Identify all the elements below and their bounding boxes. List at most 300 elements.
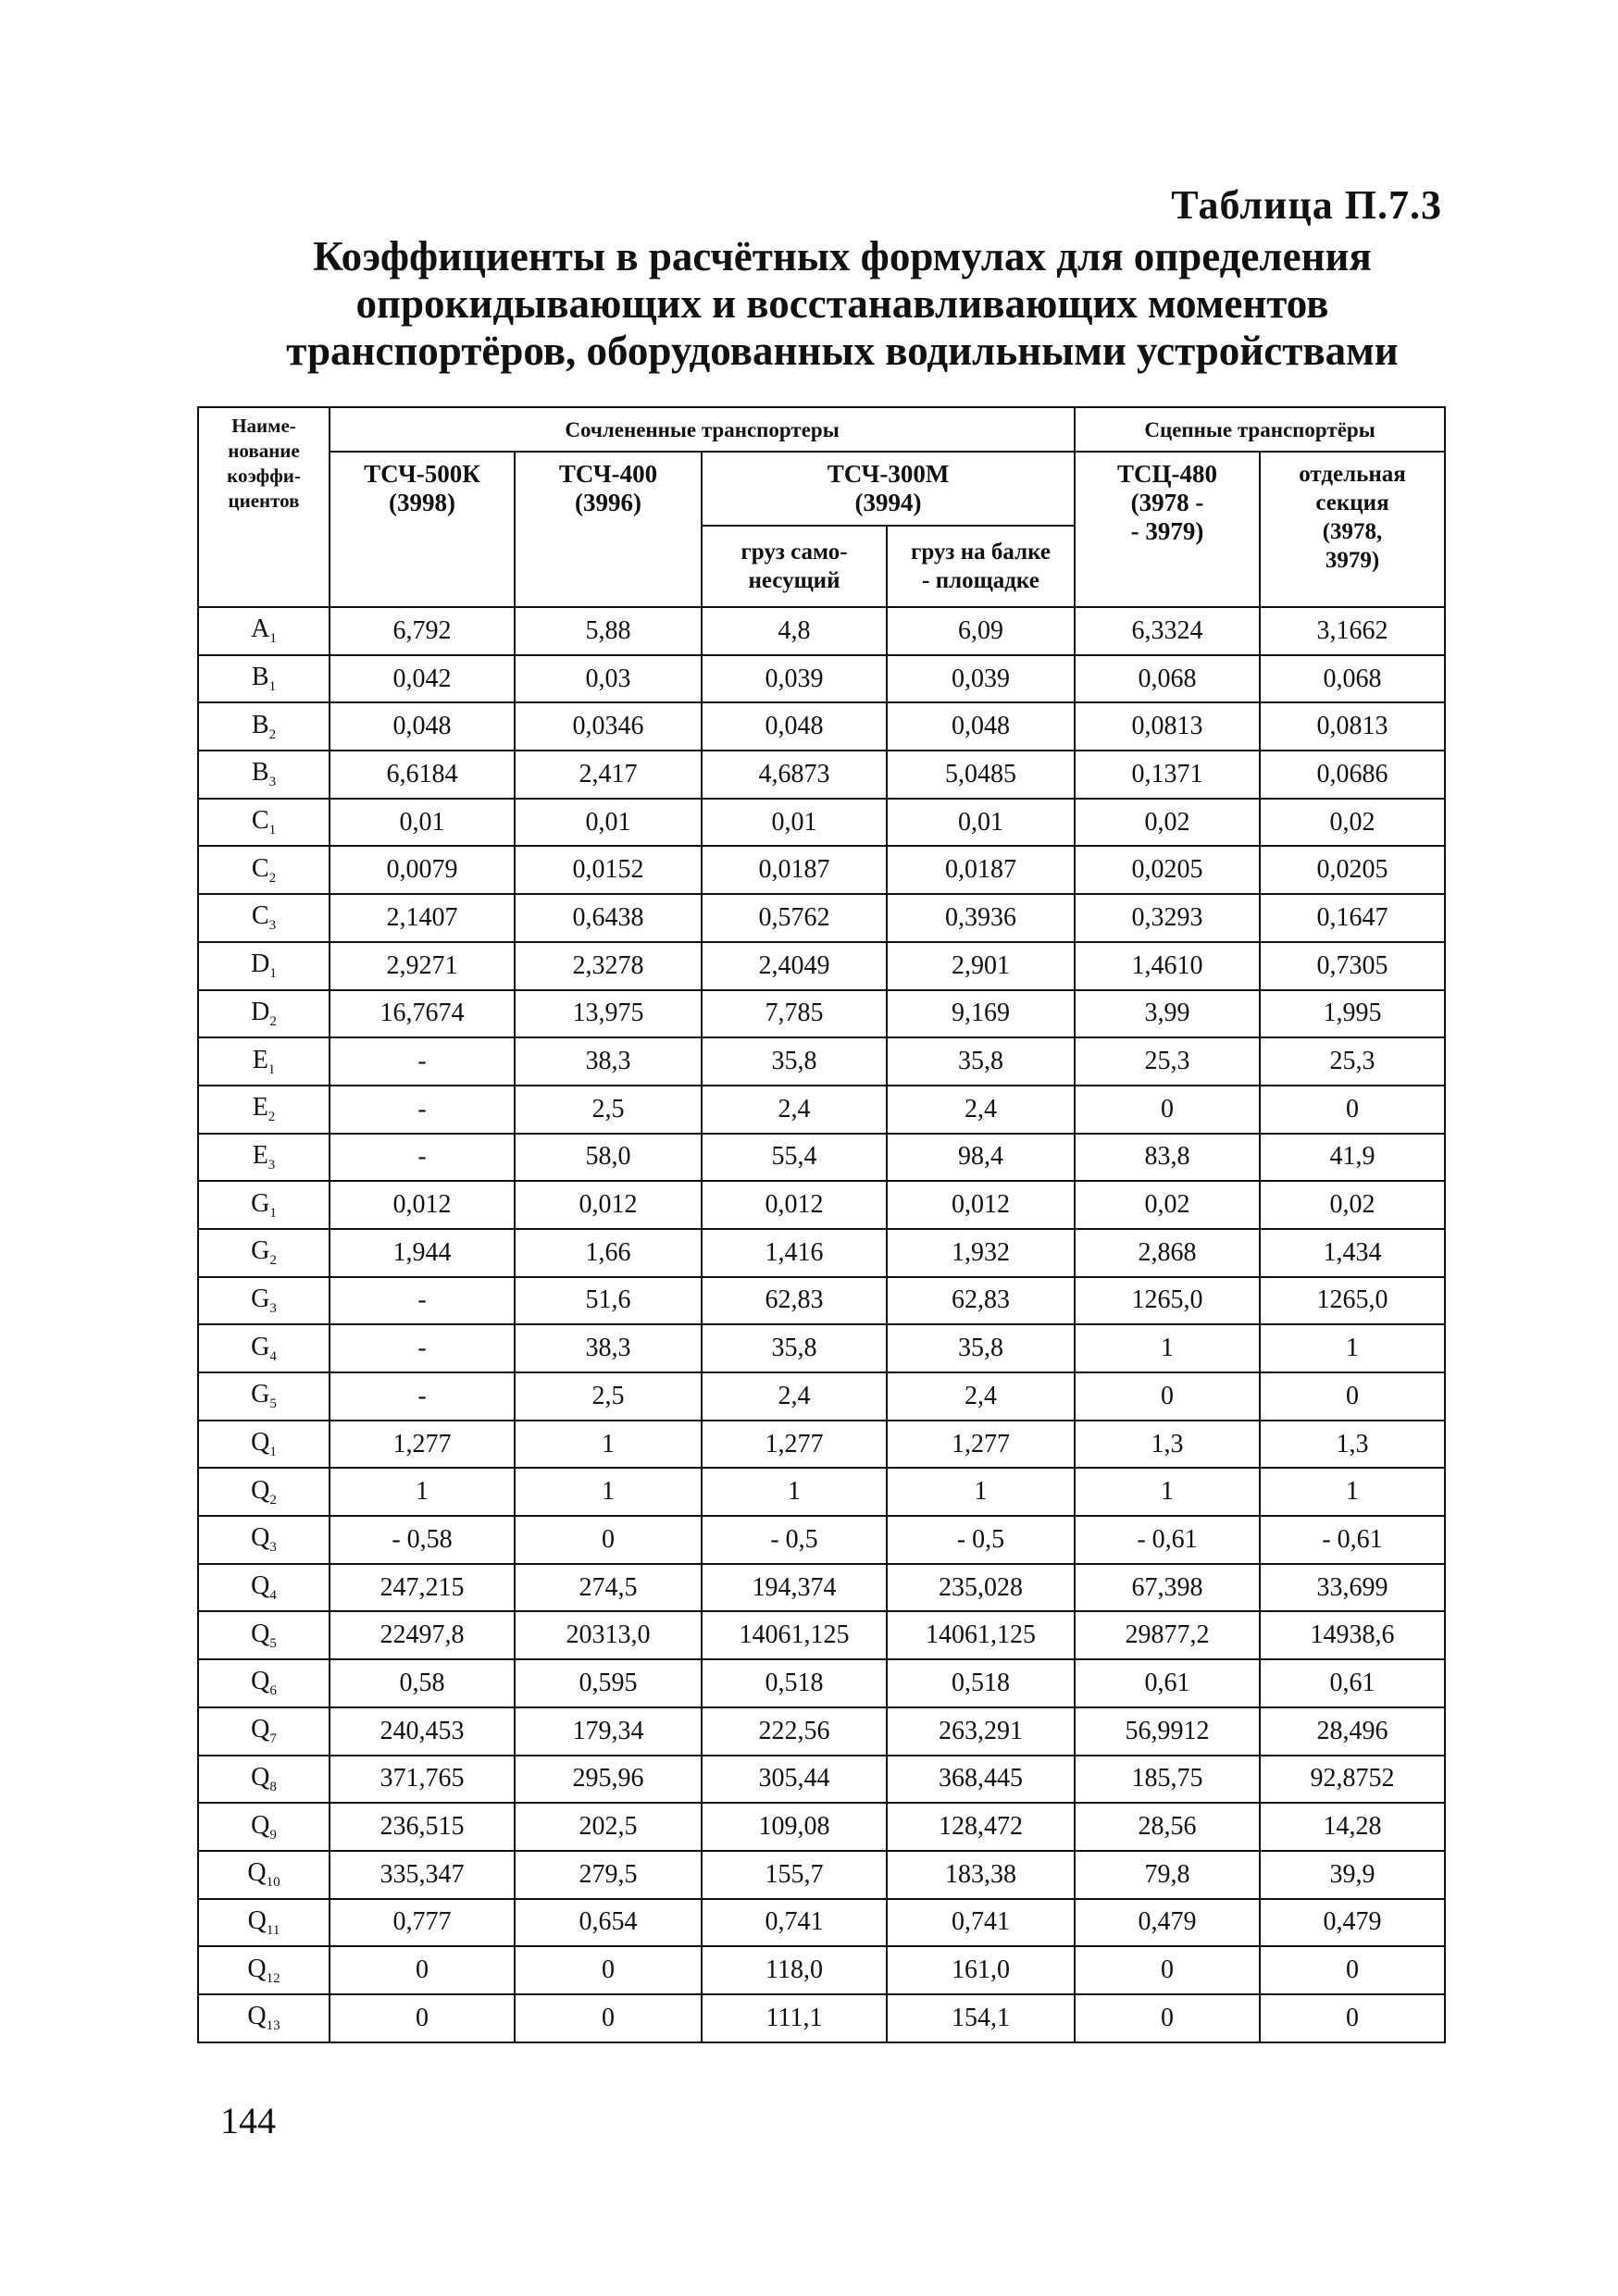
value-cell: 38,3: [515, 1324, 702, 1372]
value-cell: 1,66: [515, 1229, 702, 1277]
value-cell: 0,0205: [1075, 846, 1260, 894]
header-line: 3979): [1325, 548, 1380, 573]
value-cell: 22497,8: [330, 1611, 515, 1659]
coefficient-letter: Q: [251, 1619, 270, 1648]
value-cell: 1265,0: [1075, 1277, 1260, 1325]
coefficient-name-cell: [198, 702, 330, 751]
value-cell: 2,4: [702, 1086, 887, 1134]
value-cell: 0,741: [702, 1899, 887, 1947]
value-cell: 41,9: [1260, 1134, 1445, 1182]
table-row: [198, 1277, 1445, 1325]
value-cell: 83,8: [1075, 1134, 1260, 1182]
table-row: [198, 1468, 1445, 1516]
value-cell: 20313,0: [515, 1611, 702, 1659]
value-cell: 0,048: [887, 702, 1075, 751]
coefficient-index: 3: [268, 775, 277, 790]
value-cell: 28,56: [1075, 1803, 1260, 1851]
value-cell: 0,02: [1260, 799, 1445, 847]
coefficient-index: 3: [269, 1300, 277, 1316]
value-cell: -: [330, 1372, 515, 1421]
coefficient-letter: G: [251, 1380, 270, 1409]
value-cell: 0,1371: [1075, 751, 1260, 799]
value-cell: 155,7: [702, 1851, 887, 1899]
coefficient-letter: C: [251, 901, 269, 931]
value-cell: 0: [1260, 1946, 1445, 1994]
value-cell: 2,4: [887, 1372, 1075, 1421]
value-cell: 2,5: [515, 1372, 702, 1421]
value-cell: -: [330, 1086, 515, 1134]
value-cell: 0,012: [887, 1181, 1075, 1229]
value-cell: -: [330, 1277, 515, 1325]
page-number: 144: [220, 2100, 276, 2141]
coefficient-index: 5: [269, 1396, 277, 1412]
coefficient-name-cell: [198, 607, 330, 655]
coefficient-name-cell: [198, 1468, 330, 1516]
coefficient-index: 1: [269, 966, 277, 982]
value-cell: 33,699: [1260, 1564, 1445, 1612]
header-line: (3996): [575, 489, 641, 516]
value-cell: 25,3: [1260, 1037, 1445, 1086]
coefficients-table: [197, 406, 1446, 2043]
value-cell: 35,8: [887, 1037, 1075, 1086]
coefficient-letter: B: [251, 758, 269, 788]
value-cell: 1265,0: [1260, 1277, 1445, 1325]
value-cell: 0,068: [1075, 655, 1260, 703]
value-cell: 58,0: [515, 1134, 702, 1182]
coefficient-index: 3: [269, 1540, 277, 1556]
coefficient-letter: Q: [247, 1954, 267, 1983]
coefficient-letter: C: [251, 806, 269, 836]
coefficient-index: 7: [269, 1731, 277, 1747]
coefficient-letter: C: [251, 853, 269, 883]
coefficient-letter: B: [251, 710, 269, 739]
value-cell: 0,0813: [1075, 702, 1260, 751]
value-cell: 9,169: [887, 990, 1075, 1038]
coefficient-letter: D: [251, 949, 270, 979]
header-line: ТСЦ-480: [1117, 460, 1217, 488]
value-cell: 2,4: [887, 1086, 1075, 1134]
coefficient-letter: G: [251, 1236, 270, 1266]
table-row: [198, 1756, 1445, 1804]
coefficient-name-cell: [198, 1324, 330, 1372]
coefficient-name-cell: [198, 1803, 330, 1851]
value-cell: 0,012: [702, 1181, 887, 1229]
value-cell: 0,01: [887, 799, 1075, 847]
value-cell: 236,515: [330, 1803, 515, 1851]
value-cell: 39,9: [1260, 1851, 1445, 1899]
coefficient-name-cell: [198, 1229, 330, 1277]
coefficient-name-cell: [198, 1899, 330, 1947]
value-cell: 118,0: [702, 1946, 887, 1994]
table-row: [198, 655, 1445, 703]
value-cell: 1,434: [1260, 1229, 1445, 1277]
coefficient-index: 1: [269, 1205, 277, 1221]
coefficient-index: 2: [269, 1013, 277, 1029]
title-line: транспортёров, оборудованных водильными устройствами: [286, 328, 1399, 374]
coefficient-index: 4: [269, 1348, 277, 1364]
table-row: [198, 1181, 1445, 1229]
value-cell: 7,785: [702, 990, 887, 1038]
value-cell: 35,8: [702, 1037, 887, 1086]
value-cell: 1,3: [1075, 1421, 1260, 1469]
table-label: Таблица П.7.3: [1171, 182, 1442, 228]
value-cell: 13,975: [515, 990, 702, 1038]
coefficient-name-cell: [198, 1516, 330, 1564]
value-cell: 0: [1260, 1372, 1445, 1421]
coefficient-index: 1: [269, 1445, 277, 1460]
value-cell: 295,96: [515, 1756, 702, 1804]
coefficient-index: 2: [269, 1253, 277, 1269]
table-row: [198, 1803, 1445, 1851]
value-cell: 247,215: [330, 1564, 515, 1612]
beam-platform-load-header: [887, 526, 1075, 607]
value-cell: 202,5: [515, 1803, 702, 1851]
header-line: Наиме-: [231, 415, 296, 437]
coefficient-letter: G: [251, 1188, 270, 1218]
table-row: [198, 1516, 1445, 1564]
value-cell: 0,01: [702, 799, 887, 847]
coefficient-letter: A: [251, 614, 270, 644]
value-cell: 0: [1075, 1086, 1260, 1134]
value-cell: 0,01: [330, 799, 515, 847]
header-line: отдельная: [1299, 462, 1406, 487]
value-cell: 1,932: [887, 1229, 1075, 1277]
value-cell: 194,374: [702, 1564, 887, 1612]
value-cell: 0: [1075, 1946, 1260, 1994]
value-cell: 1,4610: [1075, 942, 1260, 990]
coefficient-name-cell: [198, 1372, 330, 1421]
articulated-transporters-header: Сочлененные транспортеры: [330, 407, 1075, 452]
header-line: (3978 -: [1130, 489, 1204, 516]
value-cell: 98,4: [887, 1134, 1075, 1182]
table-row: [198, 1946, 1445, 1994]
coefficient-letter: G: [251, 1332, 270, 1361]
coefficient-name-cell: [198, 1659, 330, 1707]
coefficient-letter: Q: [247, 1905, 267, 1935]
value-cell: 2,9271: [330, 942, 515, 990]
value-cell: 2,5: [515, 1086, 702, 1134]
value-cell: 14,28: [1260, 1803, 1445, 1851]
model-tsc480-header: [1075, 452, 1260, 607]
table-row: [198, 942, 1445, 990]
value-cell: 0,61: [1075, 1659, 1260, 1707]
separate-section-header: [1260, 452, 1445, 607]
value-cell: 154,1: [887, 1994, 1075, 2042]
header-line: груз само-: [741, 540, 848, 565]
value-cell: 1,995: [1260, 990, 1445, 1038]
value-cell: 368,445: [887, 1756, 1075, 1804]
value-cell: 185,75: [1075, 1756, 1260, 1804]
coefficient-index: 3: [268, 1157, 276, 1173]
coefficient-letter: Q: [251, 1810, 270, 1840]
coefficient-name-header: [198, 407, 330, 607]
value-cell: 111,1: [702, 1994, 887, 2042]
table-row: [198, 1851, 1445, 1899]
value-cell: 1: [702, 1468, 887, 1516]
table-row: [198, 1421, 1445, 1469]
value-cell: 235,028: [887, 1564, 1075, 1612]
value-cell: 0,518: [702, 1659, 887, 1707]
value-cell: 14061,125: [887, 1611, 1075, 1659]
coefficient-letter: Q: [251, 1667, 270, 1696]
table-row: [198, 1324, 1445, 1372]
value-cell: 0,0346: [515, 702, 702, 751]
value-cell: 1,944: [330, 1229, 515, 1277]
value-cell: 16,7674: [330, 990, 515, 1038]
coefficient-name-cell: [198, 1756, 330, 1804]
table-row: [198, 1229, 1445, 1277]
header-line: ТСЧ-500К: [364, 460, 480, 488]
value-cell: 0,654: [515, 1899, 702, 1947]
coefficient-letter: Q: [247, 1858, 267, 1888]
table-row: [198, 702, 1445, 751]
coefficient-index: 2: [268, 1110, 276, 1125]
header-line: - 3979): [1130, 517, 1204, 545]
value-cell: 1: [330, 1468, 515, 1516]
value-cell: 0: [1260, 1086, 1445, 1134]
value-cell: 0,068: [1260, 655, 1445, 703]
value-cell: 305,44: [702, 1756, 887, 1804]
value-cell: 79,8: [1075, 1851, 1260, 1899]
value-cell: 0,048: [330, 702, 515, 751]
value-cell: - 0,61: [1075, 1516, 1260, 1564]
coefficient-letter: Q: [251, 1523, 270, 1553]
coefficient-name-cell: [198, 1277, 330, 1325]
value-cell: 0,58: [330, 1659, 515, 1707]
table-row: [198, 1611, 1445, 1659]
value-cell: 0,0079: [330, 846, 515, 894]
header-line: (3998): [389, 489, 455, 516]
value-cell: 0,02: [1075, 1181, 1260, 1229]
value-cell: 240,453: [330, 1707, 515, 1756]
coefficient-letter: B: [251, 663, 269, 692]
value-cell: 0,3293: [1075, 894, 1260, 942]
value-cell: 0,039: [887, 655, 1075, 703]
value-cell: 161,0: [887, 1946, 1075, 1994]
value-cell: 2,868: [1075, 1229, 1260, 1277]
coefficient-name-cell: [198, 894, 330, 942]
value-cell: 0: [515, 1516, 702, 1564]
value-cell: -: [330, 1324, 515, 1372]
header-line: нование: [228, 440, 300, 462]
value-cell: 0: [515, 1994, 702, 2042]
value-cell: 3,99: [1075, 990, 1260, 1038]
value-cell: 0: [1260, 1994, 1445, 2042]
value-cell: 38,3: [515, 1037, 702, 1086]
value-cell: 222,56: [702, 1707, 887, 1756]
value-cell: 279,5: [515, 1851, 702, 1899]
value-cell: 6,792: [330, 607, 515, 655]
value-cell: 5,88: [515, 607, 702, 655]
model-tsch400-header: [515, 452, 702, 607]
coefficient-name-cell: [198, 1086, 330, 1134]
table-row: [198, 1707, 1445, 1756]
coefficient-letter: Q: [251, 1571, 270, 1601]
value-cell: 0,02: [1260, 1181, 1445, 1229]
table-row: [198, 607, 1445, 655]
coefficient-name-cell: [198, 1851, 330, 1899]
coefficient-name-cell: [198, 1134, 330, 1182]
value-cell: 0,518: [887, 1659, 1075, 1707]
value-cell: 2,417: [515, 751, 702, 799]
value-cell: 0,777: [330, 1899, 515, 1947]
table-row: [198, 799, 1445, 847]
value-cell: 6,09: [887, 607, 1075, 655]
coefficient-name-cell: [198, 1946, 330, 1994]
coefficient-index: 9: [269, 1827, 277, 1843]
coefficient-name-cell: [198, 655, 330, 703]
coefficient-name-cell: [198, 1994, 330, 2042]
coefficient-name-cell: [198, 1707, 330, 1756]
value-cell: 0,012: [515, 1181, 702, 1229]
value-cell: 0,479: [1075, 1899, 1260, 1947]
coefficient-index: 11: [266, 1922, 280, 1938]
value-cell: 6,3324: [1075, 607, 1260, 655]
model-tsch500k-header: [330, 452, 515, 607]
table-row: [198, 1899, 1445, 1947]
value-cell: 5,0485: [887, 751, 1075, 799]
value-cell: 0,0187: [702, 846, 887, 894]
value-cell: 0,0187: [887, 846, 1075, 894]
value-cell: 1,277: [330, 1421, 515, 1469]
value-cell: - 0,58: [330, 1516, 515, 1564]
value-cell: 0,7305: [1260, 942, 1445, 990]
value-cell: -: [330, 1134, 515, 1182]
coefficient-index: 4: [269, 1588, 277, 1604]
value-cell: 0: [330, 1946, 515, 1994]
value-cell: 371,765: [330, 1756, 515, 1804]
self-supporting-load-header: [702, 526, 887, 607]
value-cell: 0: [330, 1994, 515, 2042]
title-line: Коэффициенты в расчётных формулах для определения: [313, 233, 1372, 279]
value-cell: 56,9912: [1075, 1707, 1260, 1756]
coefficient-letter: E: [252, 1045, 268, 1074]
coefficient-index: 2: [269, 1492, 277, 1508]
coefficient-letter: Q: [251, 1715, 270, 1744]
value-cell: 0,03: [515, 655, 702, 703]
coefficient-name-cell: [198, 799, 330, 847]
value-cell: 4,6873: [702, 751, 887, 799]
value-cell: 0,595: [515, 1659, 702, 1707]
value-cell: 0,0813: [1260, 702, 1445, 751]
header-line: - площадке: [922, 568, 1039, 593]
model-tsch300m-header: [702, 452, 1075, 526]
value-cell: 0: [1075, 1372, 1260, 1421]
table-row: [198, 1564, 1445, 1612]
value-cell: 0,01: [515, 799, 702, 847]
coefficient-letter: E: [252, 1140, 268, 1170]
header-line: ТСЧ-300М: [827, 460, 950, 488]
coefficient-name-cell: [198, 990, 330, 1038]
value-cell: 51,6: [515, 1277, 702, 1325]
value-cell: 335,347: [330, 1851, 515, 1899]
coefficient-index: 12: [266, 1970, 280, 1986]
coefficient-letter: E: [252, 1093, 268, 1123]
value-cell: 1,3: [1260, 1421, 1445, 1469]
coefficient-name-cell: [198, 1037, 330, 1086]
coefficient-index: 3: [268, 918, 277, 934]
value-cell: 263,291: [887, 1707, 1075, 1756]
header-line: секция: [1315, 490, 1389, 515]
table-row: [198, 1372, 1445, 1421]
value-cell: 0,048: [702, 702, 887, 751]
value-cell: 92,8752: [1260, 1756, 1445, 1804]
value-cell: 2,1407: [330, 894, 515, 942]
value-cell: 1: [515, 1468, 702, 1516]
coefficient-index: 2: [268, 870, 277, 886]
header-line: груз на балке: [910, 540, 1051, 565]
value-cell: 0,042: [330, 655, 515, 703]
coefficient-index: 8: [269, 1779, 277, 1794]
value-cell: 1: [515, 1421, 702, 1469]
coefficient-index: 5: [269, 1635, 277, 1651]
value-cell: 2,901: [887, 942, 1075, 990]
table-row: [198, 1086, 1445, 1134]
value-cell: 183,38: [887, 1851, 1075, 1899]
coefficient-index: 1: [268, 823, 277, 838]
header-line: несущий: [748, 568, 840, 593]
coefficient-name-cell: [198, 846, 330, 894]
value-cell: - 0,5: [887, 1516, 1075, 1564]
value-cell: 55,4: [702, 1134, 887, 1182]
coefficient-letter: Q: [251, 1475, 270, 1505]
table-body: [198, 607, 1445, 2042]
table-title: [194, 233, 1490, 375]
value-cell: 35,8: [887, 1324, 1075, 1372]
value-cell: 1: [1260, 1468, 1445, 1516]
table-row: [198, 894, 1445, 942]
coefficient-index: 1: [268, 679, 277, 695]
value-cell: 2,3278: [515, 942, 702, 990]
value-cell: - 0,61: [1260, 1516, 1445, 1564]
value-cell: 14061,125: [702, 1611, 887, 1659]
coefficient-name-cell: [198, 1611, 330, 1659]
coefficient-name-cell: [198, 942, 330, 990]
value-cell: 0,02: [1075, 799, 1260, 847]
header-line: циентов: [228, 490, 300, 512]
table-row: [198, 1994, 1445, 2042]
value-cell: 1,416: [702, 1229, 887, 1277]
value-cell: 1: [887, 1468, 1075, 1516]
coupled-transporters-header: Сцепные транспортёры: [1075, 407, 1445, 452]
table-row: [198, 846, 1445, 894]
value-cell: 0,6438: [515, 894, 702, 942]
table-row: [198, 1659, 1445, 1707]
value-cell: 0,479: [1260, 1899, 1445, 1947]
header-line: ТСЧ-400: [558, 460, 658, 488]
coefficient-index: 13: [266, 2018, 280, 2034]
title-line: опрокидывающих и восстанавливающих моментов: [355, 280, 1329, 327]
value-cell: 14938,6: [1260, 1611, 1445, 1659]
coefficient-letter: Q: [251, 1428, 270, 1458]
value-cell: 1: [1075, 1468, 1260, 1516]
value-cell: 0: [515, 1946, 702, 1994]
coefficient-index: 10: [266, 1875, 280, 1891]
coefficient-index: 1: [269, 631, 277, 647]
coefficient-letter: Q: [251, 1762, 270, 1792]
value-cell: -: [330, 1037, 515, 1086]
value-cell: 0,3936: [887, 894, 1075, 942]
coefficient-index: 6: [269, 1683, 277, 1699]
table-row: [198, 751, 1445, 799]
value-cell: 0,039: [702, 655, 887, 703]
value-cell: 0,012: [330, 1181, 515, 1229]
header-line: (3994): [854, 489, 922, 516]
value-cell: 0,0205: [1260, 846, 1445, 894]
value-cell: 2,4: [702, 1372, 887, 1421]
coefficient-letter: Q: [247, 2002, 267, 2031]
coefficient-name-cell: [198, 751, 330, 799]
